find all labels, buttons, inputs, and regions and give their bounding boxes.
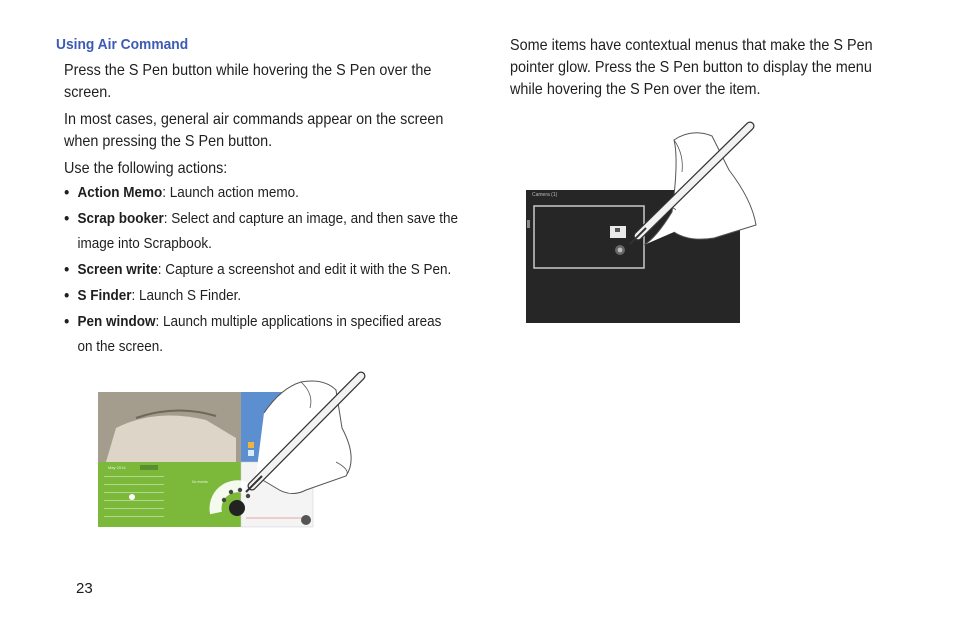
actions-list <box>64 180 460 360</box>
air-command-illustration <box>96 368 376 533</box>
contextual-menu-illustration <box>524 120 764 325</box>
paragraph-contextual-menus: Some items have contextual menus that make the S Pen pointer glow. Press the S Pen button to display the menu while hovering the S Pen over the item. <box>510 37 873 98</box>
calendar-month-label: May 2014 <box>108 465 126 470</box>
section-heading: Using Air Command <box>56 36 189 53</box>
list-item: • Action Memo: Launch action memo. <box>64 180 460 205</box>
paragraph-actions-intro: Use the following actions: <box>64 160 228 177</box>
list-item: • S Finder: Launch S Finder. <box>64 283 460 308</box>
paragraph-hover: Press the S Pen button while hovering the S Pen over the screen. <box>64 62 432 101</box>
list-item: • Scrap booker: Select and capture an image, and then save the image into Scrapbook. <box>64 206 460 256</box>
folder-label: Camera (1) <box>532 192 558 198</box>
calendar-event-label: No events <box>192 480 208 484</box>
page-number: 23 <box>76 580 93 597</box>
list-item: • Screen write: Capture a screenshot and edit it with the S Pen. <box>64 257 460 282</box>
paragraph-general-commands: In most cases, general air commands appear on the screen when pressing the S Pen button. <box>64 111 444 150</box>
list-item: • Pen window: Launch multiple applications in specified areas on the screen. <box>64 309 460 359</box>
